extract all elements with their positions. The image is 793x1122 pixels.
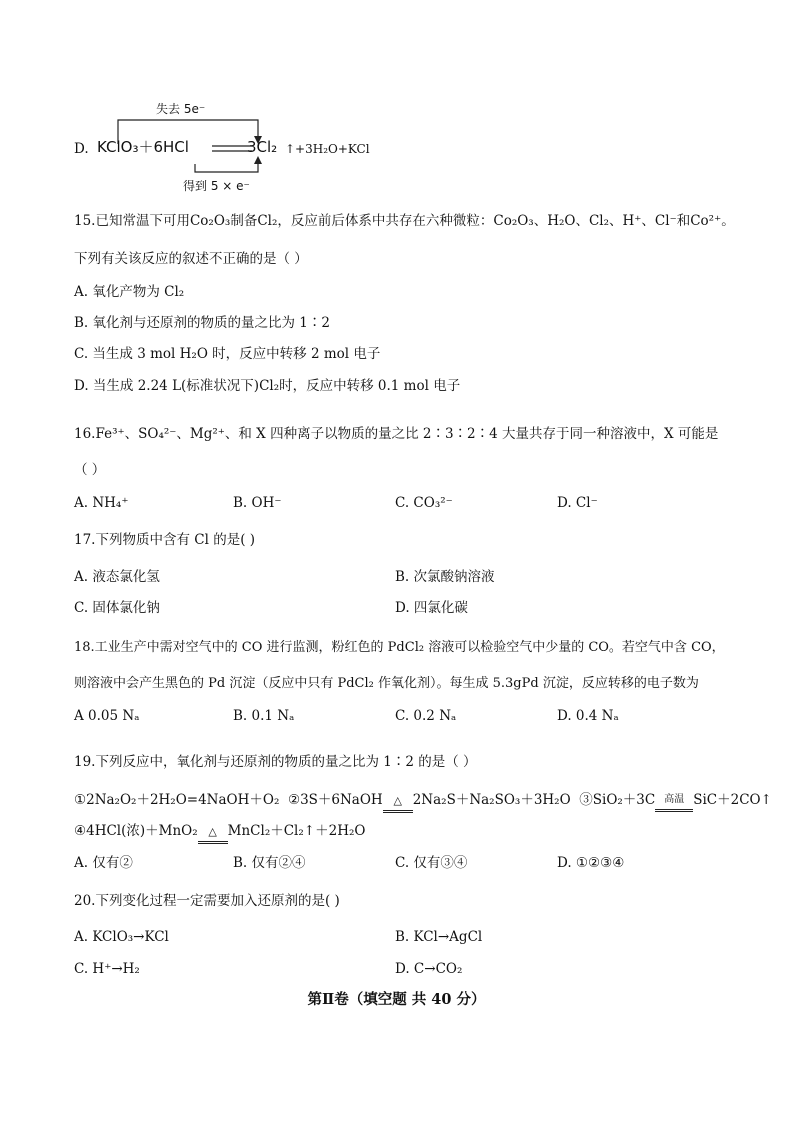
gain-bridge-arrow	[254, 156, 262, 164]
q19-reaction-4-heat-equals	[198, 822, 228, 844]
electron-gain-label: 得到 5 × e⁻	[183, 179, 250, 193]
q17-stem: 17.下列物质中含有 Cl 的是( )	[74, 532, 256, 548]
q19-option-d[interactable]: D. ①②③④	[557, 855, 625, 871]
q19-option-b[interactable]: B. 仅有②④	[233, 855, 306, 871]
q16-option-b[interactable]: B. OH⁻	[233, 495, 282, 511]
q19-reaction-3-left: ③SiO₂＋3C	[579, 792, 656, 808]
q19-option-c[interactable]: C. 仅有③④	[395, 855, 468, 871]
q19-reaction-3-equals	[655, 791, 693, 812]
q18-stem-line1: 18.工业生产中需对空气中的 CO 进行监测，粉红色的 PdCl₂ 溶液可以检验空气中少量的 CO。若空气中含 CO，	[74, 640, 725, 655]
q15-option-b[interactable]: B. 氧化剂与还原剂的物质的量之比为 1∶2	[74, 315, 330, 331]
q15-option-a[interactable]: A. 氧化产物为 Cl₂	[74, 284, 185, 300]
q15-option-d[interactable]: D. 当生成 2.24 L(标准状况下)Cl₂时，反应中转移 0.1 mol 电子	[74, 378, 461, 394]
q18-option-a[interactable]: A 0.05 Nₐ	[74, 708, 140, 724]
q18-option-d[interactable]: D. 0.4 Nₐ	[557, 708, 619, 724]
q19-reaction-2-heat-equals	[383, 791, 413, 813]
heat-delta-symbol: △	[208, 825, 217, 838]
q19-option-a[interactable]: A. 仅有②	[74, 855, 133, 871]
q16-stem-line2: （ ）	[74, 462, 106, 478]
electron-lose-label: 失去 5e⁻	[156, 102, 206, 116]
q19-reaction-1: ①2Na₂O₂＋2H₂O=4NaOH＋O₂	[74, 792, 280, 808]
q14d-product: 3Cl₂	[247, 138, 278, 156]
q19-reactions-row2	[74, 822, 365, 844]
q19-reactions-row1	[74, 791, 772, 813]
q14d-reactants: KClO₃＋6HCl	[97, 138, 189, 156]
q16-option-d[interactable]: D. Cl⁻	[557, 495, 598, 511]
q16-stem-line1: 16.Fe³⁺、SO₄²⁻、Mg²⁺、和 X 四种离子以物质的量之比 2∶3∶2∶4 大量共存于同一种溶液中，X 可能是	[74, 426, 719, 442]
q19-reaction-3-right: SiC＋2CO↑	[693, 792, 772, 808]
q18-option-c[interactable]: C. 0.2 Nₐ	[395, 708, 457, 724]
q15-stem-line1: 15.已知常温下可用Co₂O₃制备Cl₂，反应前后体系中共存在六种微粒：Co₂O₃、H₂O、Cl₂、H⁺、Cl⁻和Co²⁺。	[74, 213, 735, 229]
q19-stem: 19.下列反应中，氧化剂与还原剂的物质的量之比为 1∶2 的是（ ）	[74, 754, 477, 770]
q19-reaction-4-left: ④4HCl(浓)＋MnO₂	[74, 823, 198, 839]
q20-stem: 20.下列变化过程一定需要加入还原剂的是( )	[74, 893, 340, 909]
q17-option-c[interactable]: C. 固体氯化钠	[74, 600, 160, 616]
q18-stem-line2: 则溶液中会产生黑色的 Pd 沉淀（反应中只有 PdCl₂ 作氧化剂）。每生成 5.3gPd 沉淀，反应转移的电子数为	[74, 676, 699, 691]
q18-option-b[interactable]: B. 0.1 Nₐ	[233, 708, 295, 724]
heat-delta-symbol: △	[393, 794, 402, 807]
q15-option-c[interactable]: C. 当生成 3 mol H₂O 时，反应中转移 2 mol 电子	[74, 346, 381, 362]
q17-option-a[interactable]: A. 液态氯化氢	[74, 569, 160, 585]
section-2-heading: 第Ⅱ卷（填空题 共 40 分）	[307, 991, 486, 1008]
q20-option-c[interactable]: C. H⁺→H₂	[74, 961, 140, 977]
q20-option-b[interactable]: B. KCl→AgCl	[395, 929, 483, 945]
high-temp-condition: 高温	[664, 794, 685, 805]
double-line-equals	[212, 145, 252, 153]
q19-reaction-2-right: 2Na₂S＋Na₂SO₃＋3H₂O	[412, 792, 571, 808]
q19-reaction-4-right: MnCl₂＋Cl₂↑＋2H₂O	[227, 823, 366, 839]
q20-option-a[interactable]: A. KClO₃→KCl	[74, 929, 169, 945]
q16-option-c[interactable]: C. CO₃²⁻	[395, 495, 453, 511]
q17-option-b[interactable]: B. 次氯酸钠溶液	[395, 569, 495, 585]
q15-stem-line2: 下列有关该反应的叙述不正确的是（ ）	[74, 251, 308, 267]
q19-reaction-2-left: ②3S＋6NaOH	[287, 792, 383, 808]
q16-option-a[interactable]: A. NH₄⁺	[74, 495, 129, 511]
q14d-tail: ↑+3H₂O+KCl	[285, 142, 370, 156]
q14d-label: D.	[74, 141, 89, 157]
q20-option-d[interactable]: D. C→CO₂	[395, 961, 463, 977]
q17-option-d[interactable]: D. 四氯化碳	[395, 600, 468, 616]
gain-bridge-line	[195, 162, 258, 172]
